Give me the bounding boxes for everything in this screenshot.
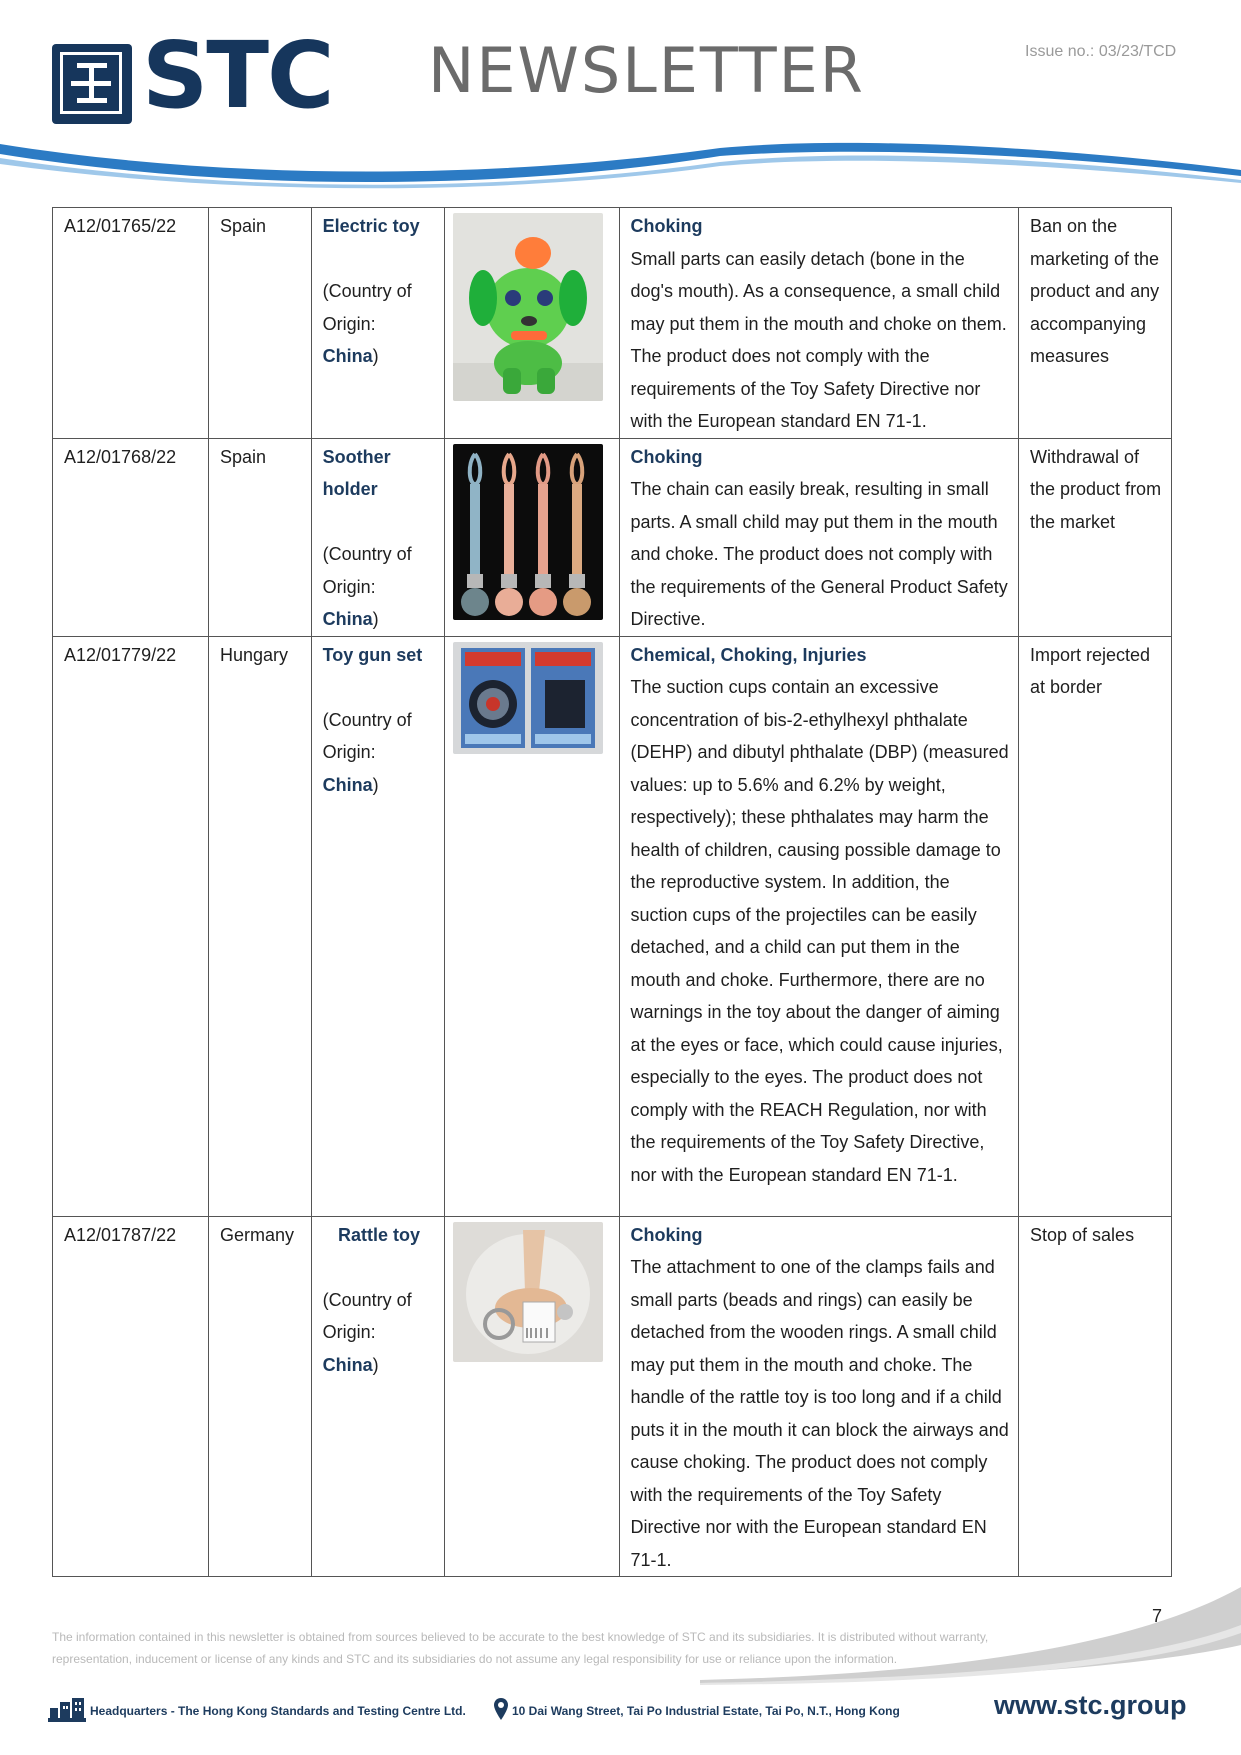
origin-label: (Country of [322,1289,412,1310]
origin-label: (Country of [322,544,412,564]
page-number: 7 [1152,1606,1163,1626]
risk-cell [619,636,1018,1216]
disclaimer: The information contained in this newsletter is obtained from sources believed to be accurate to the best knowledge of STC and its subsidiaries. It is distributed without warranty, representation, inducement or license of any kinds and STC and its subsidiaries do not assume any legal responsibility for use or reliance upon the information. [52,1630,989,1666]
product-image-cell [445,438,619,636]
product-photo [453,213,603,401]
risk-type: Choking [630,216,703,236]
table-row [53,208,1172,439]
product-image-cell [445,208,619,439]
notifying-country: Spain [208,208,311,439]
origin-label: (Country of [322,281,412,301]
product-photo [453,444,603,620]
risk-cell [619,438,1018,636]
origin-label-2: Origin: [322,1322,376,1342]
alert-id: A12/01779/22 [53,636,209,1216]
product-photo [453,1222,603,1362]
building-icon [48,1698,86,1722]
risk-description: The chain can easily break, resulting in small parts. A small child may put them in the mouth and choke. The product does not comply with the requirements of the General Product Safety Directive. [630,479,1008,629]
risk-description: The attachment to one of the clamps fails and small parts (beads and rings) can easily be detached from the wooden rings. A small child may put them in the mouth and choke. The handle of the rattle toy is too long and if a child puts it in the mouth it can block the airways and cause choking. The product does not comply with the requirements of the Toy Safety Directive nor with the European standard EN 71-1. [630,1257,1009,1570]
product-name: Electric toy [322,216,420,236]
origin-label-2: Origin: [322,576,376,597]
origin-line: China) [322,1354,379,1375]
alert-id: A12/01768/22 [53,438,209,636]
location-pin-icon [494,1698,508,1720]
risk-description: The suction cups contain an excessive concentration of bis-2-ethylhexyl phthalate (DEHP) and dibutyl phthalate (DBP) (measured values: up to 5.6% and 6.2% by weight, respectively); these phthalates may harm the health of children, causing possible damage to the reproductive system. In addition, the suction cups of the projectiles can be easily detached, and a child can put them in the mouth and choke. Furthermore, there are no warnings in the toy about the danger of aiming at the eyes or face, which could cause injuries, especially to the eyes. The product does not comply with the REACH Regulation, nor with the requirements of the Toy Safety Directive, nor with the European standard EN 71-1. [630,677,1009,1185]
stc-logo [52,22,352,129]
origin-country: China [322,774,373,795]
header-swoosh [0,136,1241,196]
notifying-country: Germany [208,1216,311,1577]
origin-line: China) [322,609,379,629]
risk-type: Choking [630,446,703,467]
product-cell [311,208,445,439]
product-name: Rattle toy [338,1224,421,1245]
product-image-cell [445,636,619,1216]
notifying-country: Spain [208,438,311,636]
origin-label-2: Origin: [322,313,376,334]
risk-description: Small parts can easily detach (bone in the dog's mouth). As a consequence, a small child may put them in the mouth and choke on them. The product does not comply with the requirements of the Toy Safety Directive nor with the European standard EN 71-1. [630,248,1007,431]
measures-taken: Withdrawal of the product from the market [1019,438,1172,636]
website-link[interactable]: www.stc.group [994,1690,1187,1720]
risk-cell [619,1216,1018,1577]
origin-line: China) [322,346,379,366]
table-row [53,1216,1172,1577]
risk-cell [619,208,1018,439]
product-name: Soother holder [322,446,391,499]
origin-label-2: Origin: [322,742,376,762]
newsletter-title: NEWSLETTER [428,34,865,107]
measures-taken: Stop of sales [1019,1216,1172,1577]
product-cell [311,636,445,1216]
risk-type: Chemical, Choking, Injuries [630,644,867,665]
product-name: Toy gun set [322,644,423,665]
origin-country: China [322,1354,373,1375]
risk-type: Choking [630,1224,703,1245]
logo-wordmark: STC [142,22,333,129]
alert-id: A12/01787/22 [53,1216,209,1577]
product-image-cell [445,1216,619,1577]
issue-number: Issue no.: 03/23/TCD [1025,43,1177,60]
headquarters-text: Headquarters - The Hong Kong Standards and Testing Centre Ltd. [90,1704,466,1718]
origin-line: China) [322,774,379,795]
notifying-country: Hungary [208,636,311,1216]
table-row [53,636,1172,1216]
alert-id: A12/01765/22 [53,208,209,439]
table-row [53,438,1172,636]
stc-logo-mark [52,44,132,124]
origin-country: China [322,346,373,366]
origin-country: China [322,609,373,629]
measures-taken: Ban on the marketing of the product and any accompanying measures [1019,208,1172,439]
product-cell [311,1216,445,1577]
product-cell [311,438,445,636]
address-text: 10 Dai Wang Street, Tai Po Industrial Estate, Tai Po, N.T., Hong Kong [512,1704,900,1718]
rapex-alert-table [52,207,1172,1577]
measures-taken: Import rejected at border [1019,636,1172,1216]
product-photo [453,642,603,754]
origin-label: (Country of [322,709,412,730]
